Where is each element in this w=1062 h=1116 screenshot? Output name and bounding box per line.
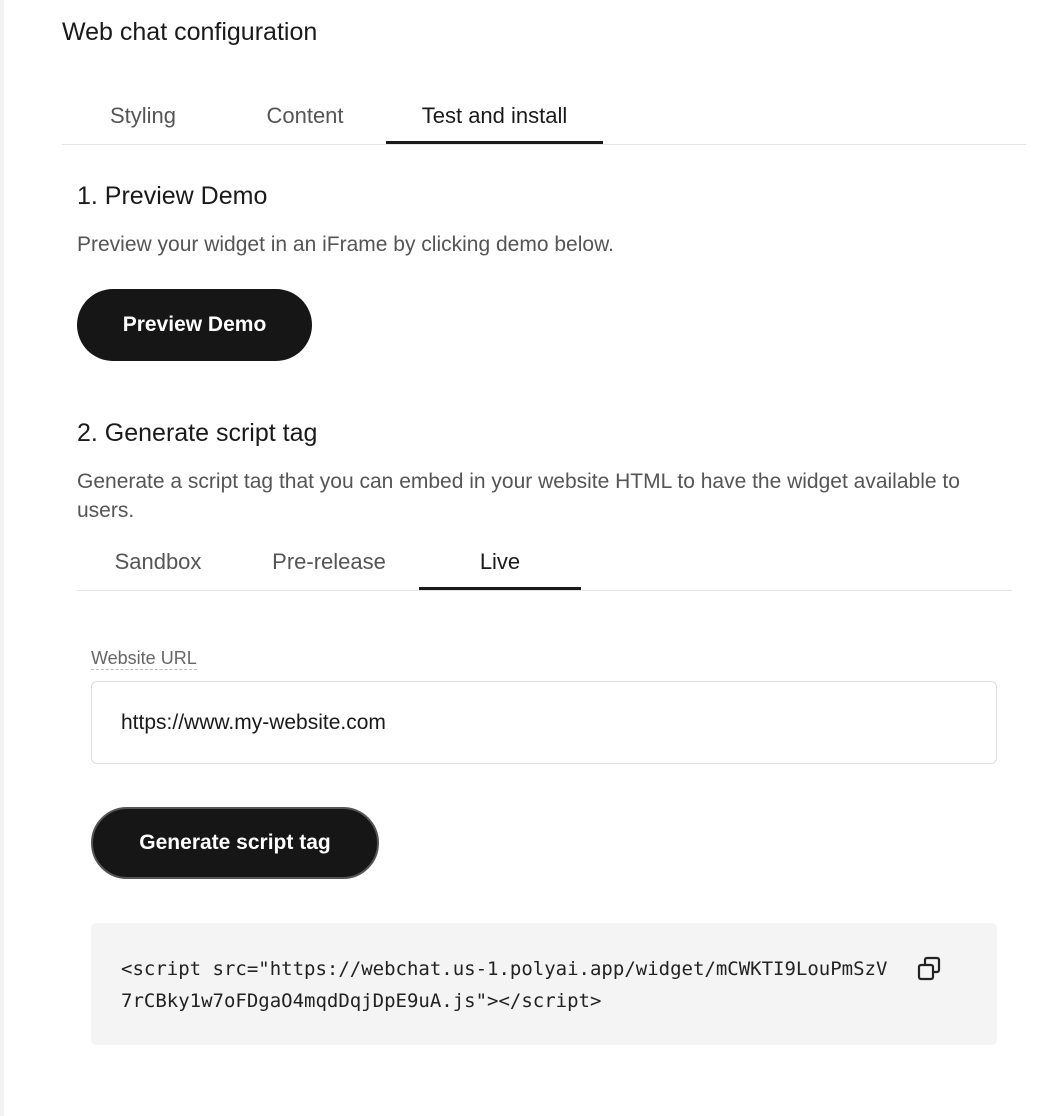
page-title: Web chat configuration <box>62 18 318 46</box>
tab-content[interactable]: Content <box>266 103 344 128</box>
tab-test-and-install[interactable]: Test and install <box>386 103 603 144</box>
website-url-input[interactable] <box>91 681 997 764</box>
preview-demo-button[interactable]: Preview Demo <box>77 289 312 361</box>
script-tag-output <box>91 923 997 1045</box>
generate-script-tag-button[interactable]: Generate script tag <box>91 807 379 879</box>
generate-heading: 2. Generate script tag <box>77 419 318 447</box>
preview-heading: 1. Preview Demo <box>77 182 268 210</box>
preview-description: Preview your widget in an iFrame by clicking demo below. <box>77 233 614 256</box>
copy-icon[interactable] <box>916 956 942 982</box>
tab-sandbox[interactable]: Sandbox <box>114 549 202 574</box>
tab-live[interactable]: Live <box>419 549 581 590</box>
website-url-label: Website URL <box>91 648 197 668</box>
config-tabs <box>62 103 1026 145</box>
tab-pre-release[interactable]: Pre-release <box>272 549 386 574</box>
script-tag-text: <script src="https://webchat.us-1.polyai.app/widget/mCWKTI9LouPmSzV7rCBky1w7oFDgaO4mqdDqjDpE9uA.js"></script> <box>121 958 888 1012</box>
generate-description: Generate a script tag that you can embed in your website HTML to have the widget available to users. <box>77 470 960 522</box>
environment-tabs <box>77 549 1012 591</box>
sidebar-edge <box>0 0 4 1116</box>
tab-styling[interactable]: Styling <box>109 103 177 128</box>
